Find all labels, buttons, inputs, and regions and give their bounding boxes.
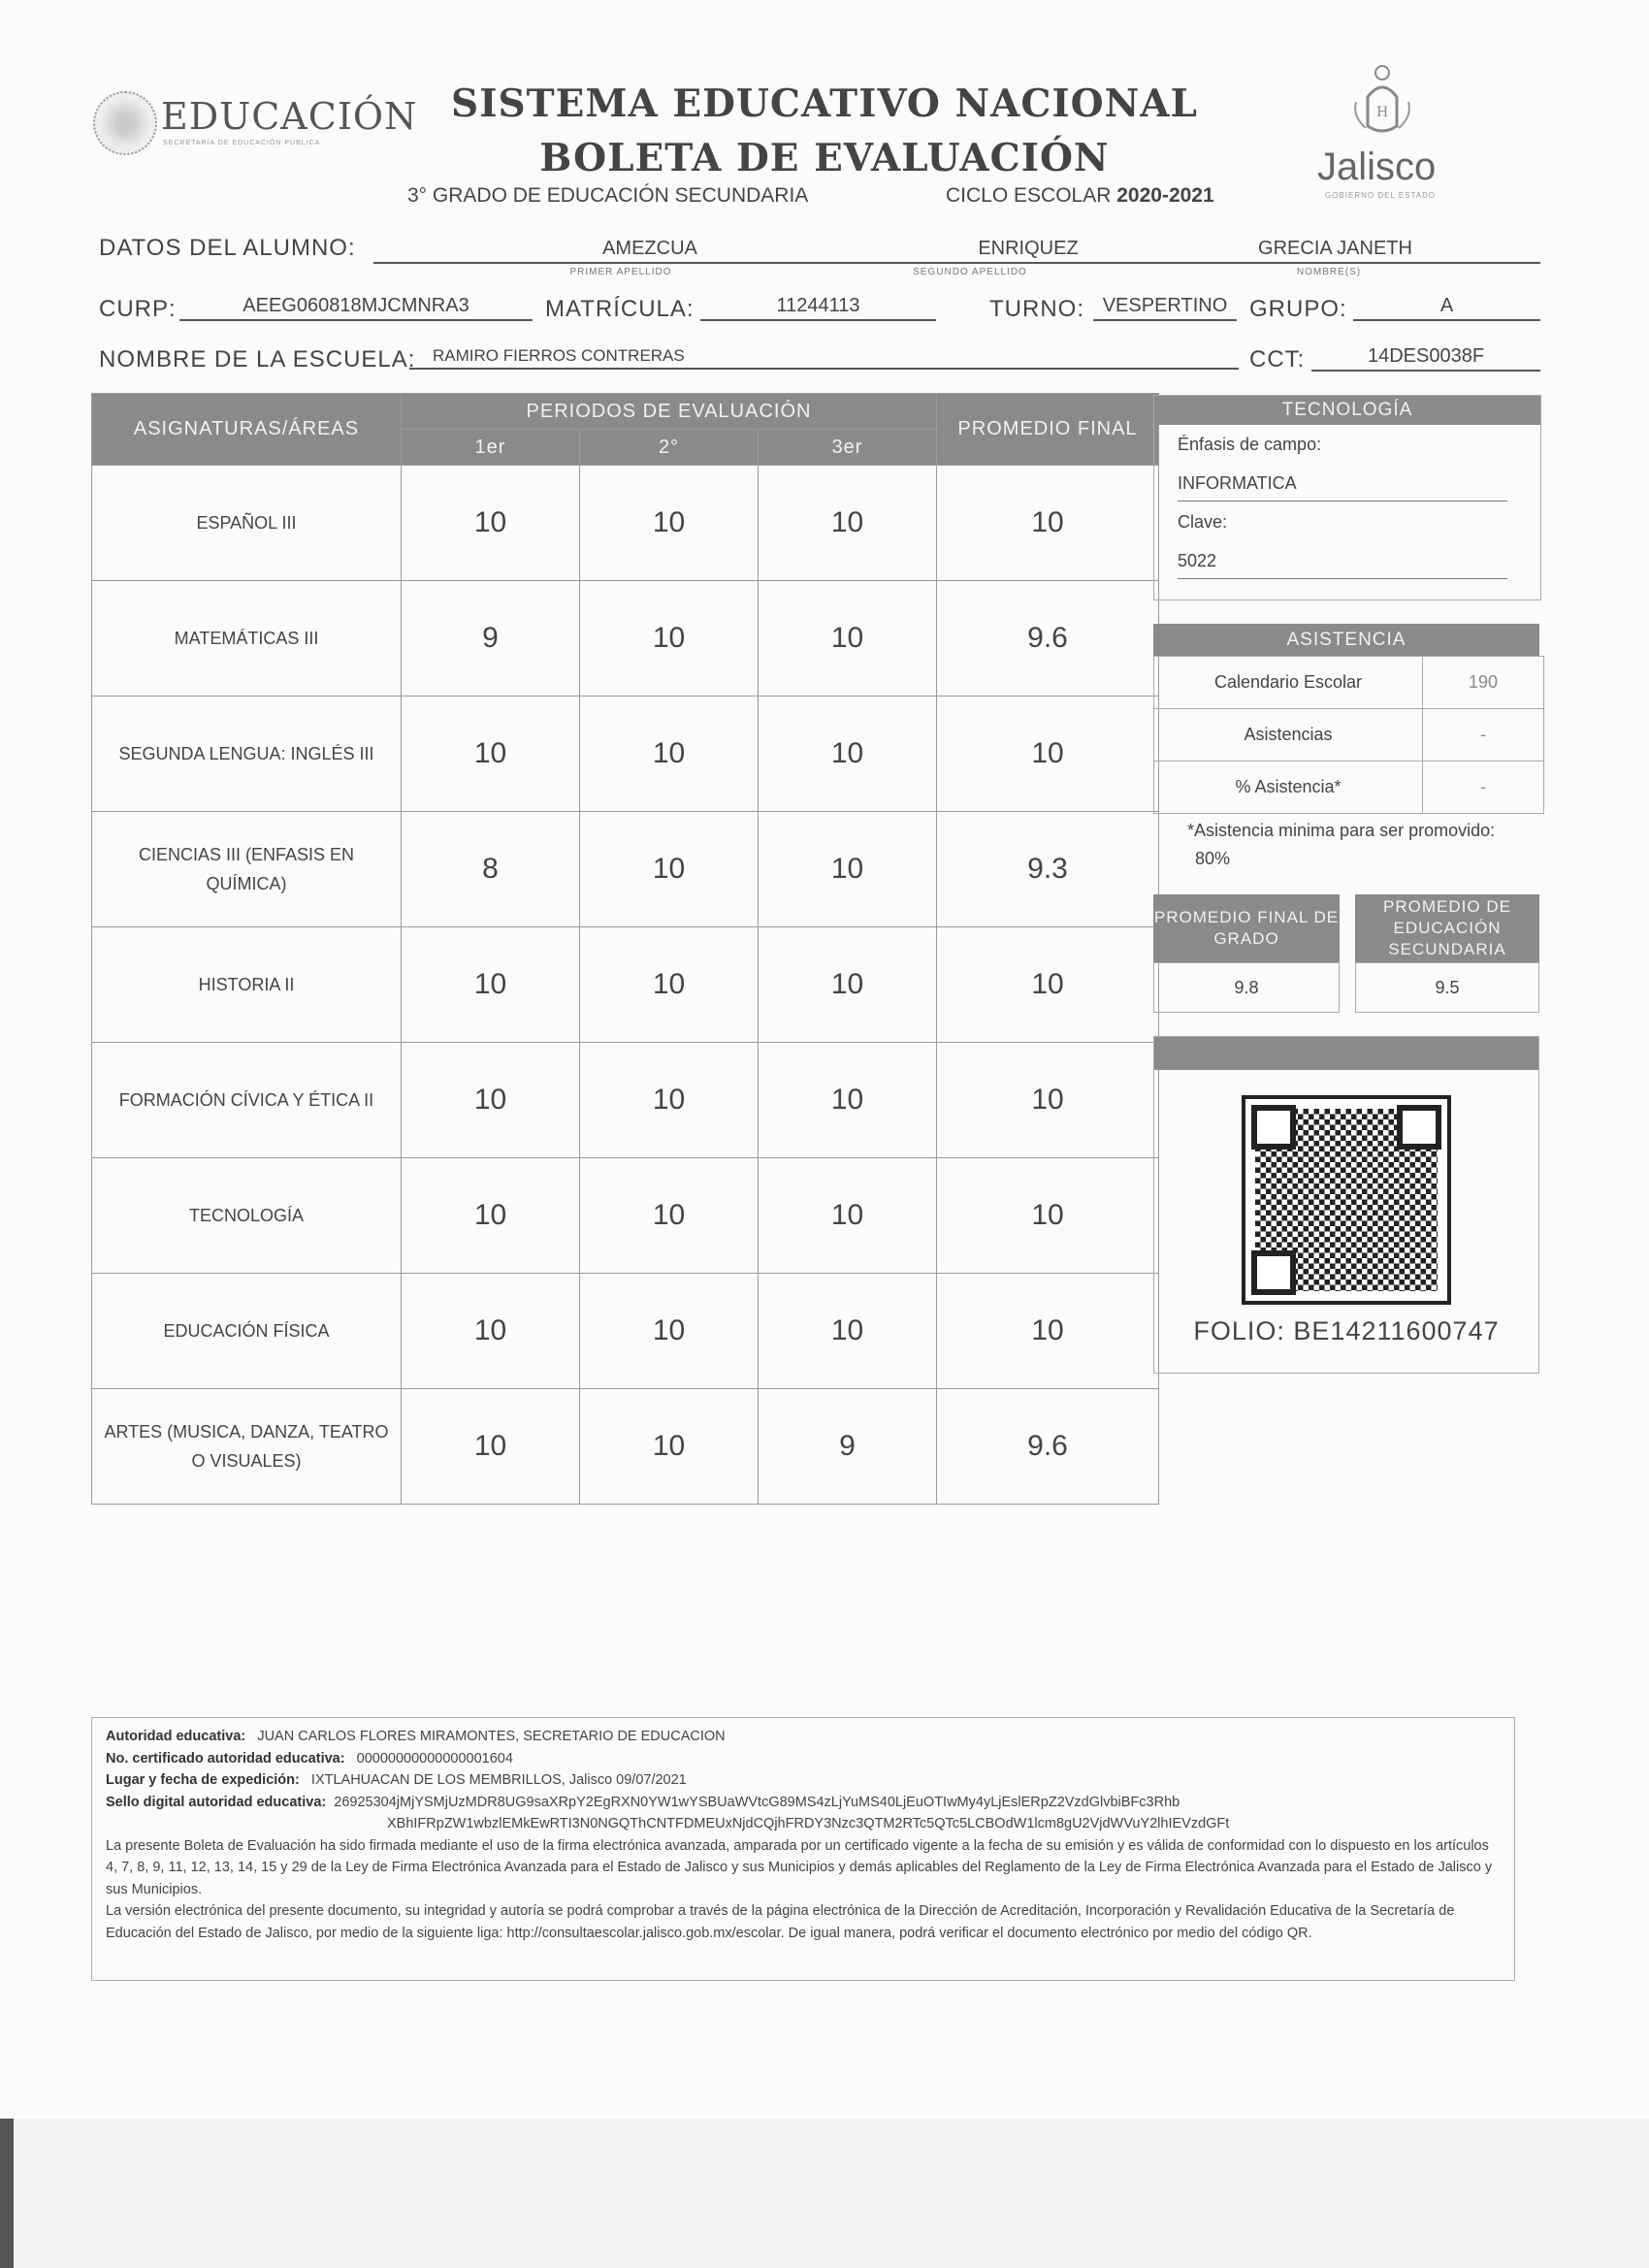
table-row [92,1389,1159,1505]
sep-logo [93,91,418,159]
grade-line: 3° GRADO DE EDUCACIÓN SECUNDARIA [407,184,809,207]
footer-box [91,1717,1515,1981]
grade-p2: 10 [580,581,759,697]
folio-label: FOLIO: [1193,1316,1285,1345]
table-row [92,581,1159,697]
grade-p3: 10 [759,812,937,927]
jalisco-crest-icon [1348,58,1416,146]
grade-p1: 10 [402,466,580,581]
grade-p2: 10 [580,466,759,581]
seal-icon [93,91,157,155]
seal-line [106,1792,1501,1814]
attendance-value: - [1423,709,1544,761]
subject-name: ESPAÑOL III [92,466,402,581]
grade-p1: 9 [402,581,580,697]
table-row [92,1043,1159,1158]
table-row [92,466,1159,581]
turno-label: TURNO: [989,296,1084,322]
calendar-value: 190 [1423,657,1544,709]
subject-name: FORMACIÓN CÍVICA Y ÉTICA II [92,1043,402,1158]
table-row [92,1274,1159,1389]
cert-line [106,1748,1501,1770]
grade-p1: 8 [402,812,580,927]
logo-brand: EDUCACIÓN [161,95,418,138]
grade-average-header: PROMEDIO FINAL DE GRADO [1153,894,1340,962]
seal-value-2: XBhIFRpZW1wbzlEMkEwRTI3N0NGQThCNTFDMEUxNjdCQjhFRDY3Nzc3QTM2RTc5QTc5LCBOdW1lcm8gU2VjdWVuY2lhIEVzdGFt [387,1816,1230,1831]
grade-p3: 10 [759,697,937,812]
subject-name: TECNOLOGÍA [92,1158,402,1274]
col-subjects: ASIGNATURAS/ÁREAS [92,394,402,466]
attendance-note: *Asistencia minima para ser promovido: 80% [1187,821,1496,868]
grade-p1: 10 [402,1043,580,1158]
student-label: DATOS DEL ALUMNO: [99,235,356,261]
matricula-label: MATRÍCULA: [545,296,695,322]
grade-p3: 10 [759,1158,937,1274]
cycle-label: CICLO ESCOLAR [946,184,1112,207]
cycle-value: 2020-2021 [1116,184,1214,207]
grade-p1: 10 [402,927,580,1043]
subject-name: SEGUNDA LENGUA: INGLÉS III [92,697,402,812]
grade-final: 10 [937,697,1159,812]
subject-name: HISTORIA II [92,927,402,1043]
school-label: NOMBRE DE LA ESCUELA: [99,346,416,373]
subject-name: CIENCIAS III (ENFASIS EN QUÍMICA) [92,812,402,927]
grade-p1: 10 [402,697,580,812]
grade-final: 9.6 [937,1389,1159,1505]
subject-name: MATEMÁTICAS III [92,581,402,697]
attendance-pct-label: % Asistencia* [1154,761,1423,814]
grade-p3: 10 [759,1274,937,1389]
col-periods: PERIODOS DE EVALUACIÓN [402,394,937,430]
school-cycle [946,184,1214,208]
grade-p3: 10 [759,466,937,581]
attendance-pct-value: - [1423,761,1544,814]
grade-p2: 10 [580,697,759,812]
grade-p3: 10 [759,1043,937,1158]
cert-value: 00000000000000001604 [356,1750,513,1766]
grupo-value: A [1353,292,1540,321]
legal-paragraph-1: La presente Boleta de Evaluación ha sido firmada mediante el uso de la firma electrónica avanzada, amparada por un certificado vigente a la fecha de su emisión y es válida de conformidad con lo dispuesto en los artículos 4, 7, 8, 9, 11, 12, 13, 14, 15 y 29 de la Ley de Firma Electrónica Avanzada para el Estado de Jalisco y sus Municipios y demás aplicables del Reglamento de la Ley de Firma Electrónica Avanzada para el Estado de Jalisco y sus Municipios. [106,1837,1493,1897]
attendance-table [1153,656,1544,814]
col-p3: 3er [759,430,937,466]
second-surname: ENRIQUEZ [978,238,1079,259]
technology-box [1153,395,1541,600]
second-surname-caption: SEGUNDO APELLIDO [913,267,1027,277]
table-row [92,927,1159,1043]
document-title: BOLETA DE EVALUACIÓN [539,136,1110,180]
table-row [92,697,1159,812]
grade-p1: 10 [402,1274,580,1389]
grade-p2: 10 [580,1274,759,1389]
attendance-label: Asistencias [1154,709,1423,761]
grade-average-value: 9.8 [1153,962,1340,1013]
secondary-average-header: PROMEDIO DE EDUCACIÓN SECUNDARIA [1355,894,1539,962]
attendance-header: ASISTENCIA [1153,624,1539,656]
grade-p2: 10 [580,1043,759,1158]
jalisco-logo-sub: GOBIERNO DEL ESTADO [1325,191,1437,200]
table-row [92,1158,1159,1274]
turno-value: VESPERTINO [1093,292,1237,321]
grade-p1: 10 [402,1158,580,1274]
table-row [92,812,1159,927]
col-p1: 1er [402,430,580,466]
cct-label: CCT: [1249,346,1306,373]
grades-table [91,393,1159,1505]
curp-label: CURP: [99,296,177,322]
qr-code-icon [1242,1095,1451,1305]
logo-sub: SECRETARÍA DE EDUCACIÓN PÚBLICA [163,140,321,146]
first-surname-caption: PRIMER APELLIDO [569,267,672,277]
grupo-label: GRUPO: [1249,296,1347,322]
first-surname: AMEZCUA [373,235,926,264]
calendar-label: Calendario Escolar [1154,657,1423,709]
subject-name: EDUCACIÓN FÍSICA [92,1274,402,1389]
qr-box [1153,1036,1539,1374]
subject-name: ARTES (MUSICA, DANZA, TEATRO O VISUALES) [92,1389,402,1505]
grade-p3: 10 [759,927,937,1043]
cert-label: No. certificado autoridad educativa: [106,1750,345,1766]
seal-value-1: 26925304jMjYSMjUzMDR8UG9saXRpY2EgRXN0YW1wYSBUaWVtcG89MS4zLjYuMS40LjEuOTIwMy4yLjEslERpZ2VzdGlvbiBFc3Rhb [334,1794,1180,1810]
cct-value: 14DES0038F [1311,342,1540,372]
jalisco-logo: Jalisco [1317,146,1437,188]
authority-label: Autoridad educativa: [106,1729,246,1744]
grade-final: 10 [937,1158,1159,1274]
seal-label: Sello digital autoridad educativa: [106,1794,327,1810]
matricula-value: 11244113 [700,292,936,321]
secondary-average-value: 9.5 [1355,962,1539,1013]
tech-field-value: INFORMATICA [1178,473,1507,502]
grade-final: 10 [937,1274,1159,1389]
names-caption: NOMBRE(S) [1296,267,1362,277]
folio [1154,1316,1538,1346]
grade-final: 9.3 [937,812,1159,927]
col-p2: 2° [580,430,759,466]
grade-p2: 10 [580,812,759,927]
grade-p2: 10 [580,927,759,1043]
col-final: PROMEDIO FINAL [937,394,1159,466]
grade-final: 9.6 [937,581,1159,697]
grade-final: 10 [937,466,1159,581]
grade-final: 10 [937,927,1159,1043]
grade-p3: 9 [759,1389,937,1505]
grade-final: 10 [937,1043,1159,1158]
system-title: SISTEMA EDUCATIVO NACIONAL [451,81,1198,126]
authority-line [106,1726,1501,1748]
folio-value: BE14211600747 [1293,1316,1500,1345]
technology-header: TECNOLOGÍA [1154,396,1540,425]
authority-value: JUAN CARLOS FLORES MIRAMONTES, SECRETARIO DE EDUCACION [257,1729,726,1744]
grade-p1: 10 [402,1389,580,1505]
place-line [106,1769,1501,1792]
svg-text:H: H [1376,105,1389,120]
grade-p2: 10 [580,1158,759,1274]
grade-p3: 10 [759,581,937,697]
place-value: IXTLAHUACAN DE LOS MEMBRILLOS, Jalisco 09/07/2021 [310,1772,687,1788]
curp-value: AEEG060818MJCMNRA3 [179,292,533,321]
tech-field-label: Énfasis de campo: [1178,435,1322,454]
legal-paragraph-2: La versión electrónica del presente documento, su integridad y autoría se podrá comprobar a través de la página electrónica de la Dirección de Acreditación, Incorporación y Revalidación Educativa de la Secretaría de Educación del Estado de Jalisco, por medio de la siguiente liga: http://consultaescolar.jalisco.gob.mx/escolar. De igual manera, podrá verificar el documento electrónico por medio del código QR. [106,1903,1455,1941]
tech-key-value: 5022 [1178,551,1507,579]
school-value: RAMIRO FIERROS CONTRERAS [409,342,1239,370]
grade-p2: 10 [580,1389,759,1505]
place-label: Lugar y fecha de expedición: [106,1772,300,1788]
student-names: GRECIA JANETH [1258,238,1412,259]
tech-key-label: Clave: [1178,512,1228,532]
